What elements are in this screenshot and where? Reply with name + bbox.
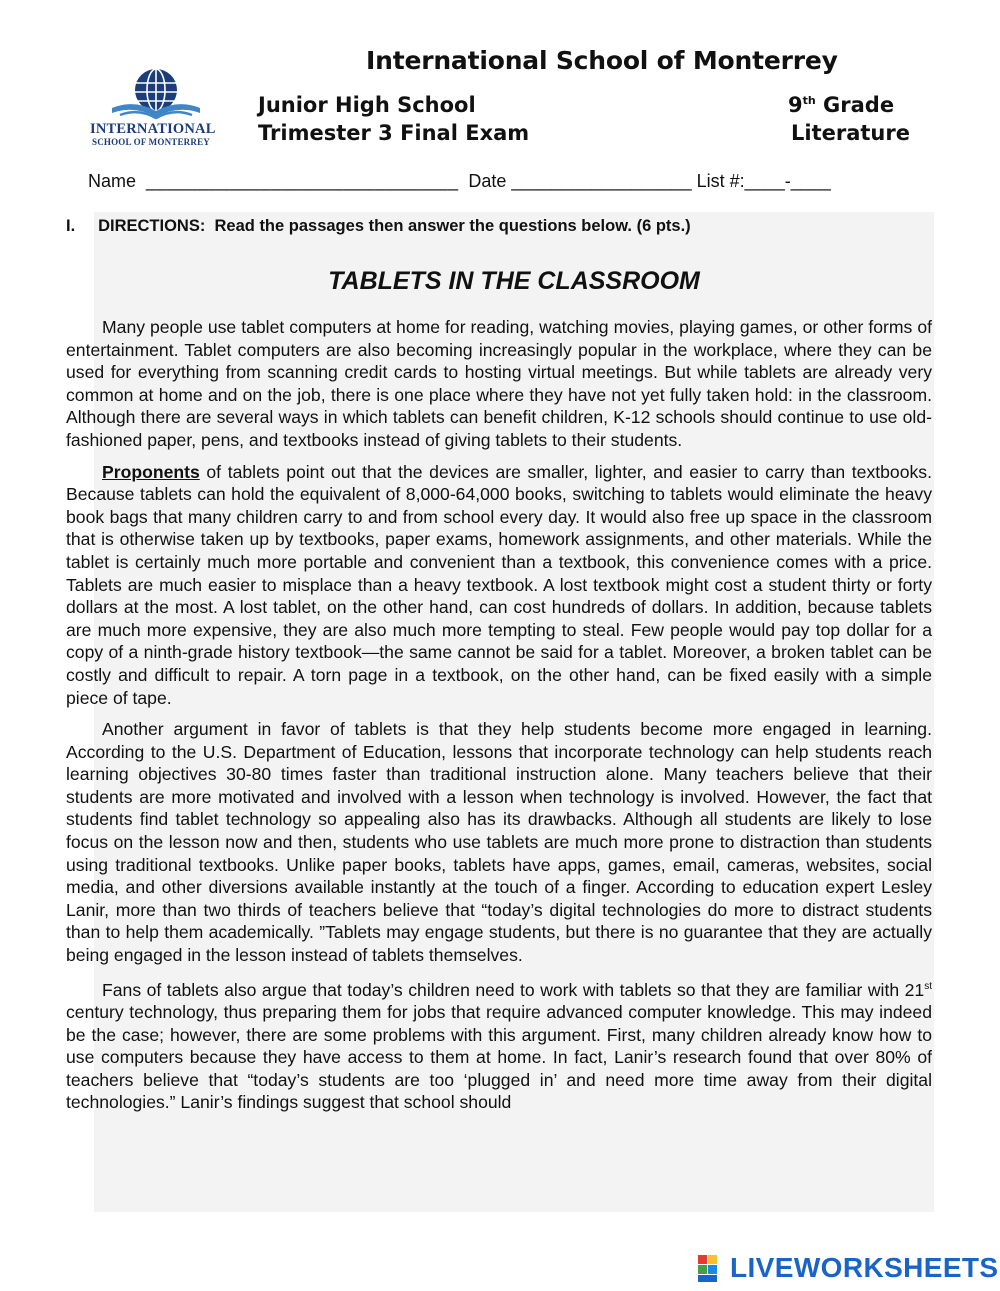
paragraph-3: Another argument in favor of tablets is that they help students become more engaged in learning. According to the U.S. Department of Education, lessons that incorporate technology can help students reach learning objectives 30-80 times faster than traditional instruction alone. Many teachers believe that their students are more motivated and involved with a lesson when technology is involved. However, the fact that students find tablet technology so appealing also has its drawbacks. Although all students are likely to lose focus on the lesson now and then, students who use tablets are much more prone to distraction than students using traditional textbooks. Unlike paper books, tablets have apps, games, email, cameras, websites, social media, and other diversions available instantly at the touch of a finger. According to education expert Lesley Lanir, more than two thirds of teachers believe that “today’s digital technologies do more to distract students than to help them academically. ”Tablets may engage students, but there is no guarantee that they are actually being engaged in the lesson instead of tablets themselves. — [66, 719, 932, 966]
name-field[interactable]: ______________________________ — [146, 171, 459, 191]
grade — [788, 93, 894, 117]
liveworksheets-brand: LIVEWORKSHEETS — [730, 1252, 999, 1283]
logo-text-school: SCHOOL OF MONTERREY — [92, 137, 210, 147]
school-level: Junior High School — [258, 93, 476, 117]
list-number-field[interactable]: List #:____-____ — [696, 171, 831, 191]
paragraph-2 — [66, 461, 932, 710]
name-label: Name — [88, 171, 137, 191]
paragraph-4-start: Fans of tablets also argue that today’s children need to work with tablets so that they are familiar with 21 — [102, 979, 925, 1000]
date-label: Date — [468, 171, 507, 191]
directions: I. DIRECTIONS: Read the passages then answer the questions below. (6 pts.) — [66, 217, 691, 235]
exam-name: Trimester 3 Final Exam — [258, 121, 530, 145]
student-info-line — [88, 171, 831, 192]
paragraph-4-sup: st — [924, 980, 932, 992]
vocabulary-word-proponents: Proponents — [102, 461, 200, 482]
paragraph-2-text: of tablets point out that the devices are smaller, lighter, and easier to carry than textbooks. Because tablets can hold the equivalent of 8,000-64,000 books, switching to tablets would eliminate the heavy book bags that many children carry to and from school every day. It would also free up space in the classroom that is otherwise taken up by textbooks, paper exams, homework assignments, and other materials. While the tablet is certainly much more portable and convenient than a textbook, this convenience comes with a price. Tablets are much easier to misplace than a heavy textbook. A lost textbook might cost a student thirty or forty dollars at the most. A lost tablet, on the other hand, can cost hundreds of dollars. In addition, because tablets are much more expensive, they are also much more tempting to steal. Few people would pay top dollar for a copy of a ninth-grade history textbook—the same cannot be said for a tablet. Moreover, a broken tablet can be costly and difficult to repair. A torn page in a textbook, on the other hand, can be fixed easily with a simple piece of tape. — [66, 461, 932, 708]
paragraph-1: Many people use tablet computers at home for reading, watching movies, playing games, or other forms of entertainment. Tablet computers are also becoming increasingly popular in the workplace, where they can be used for everything from scanning credit cards to hosting virtual meetings. But while tablets are already very common at home and on the job, there is one place where they have not yet fully taken hold: in the classroom. Although there are several ways in which tablets can benefit children, K-12 schools should continue to use old-fashioned paper, pens, and textbooks instead of giving tablets to their students. — [66, 317, 932, 450]
grade-number: 9 — [788, 93, 803, 117]
paragraph-4 — [66, 976, 932, 1114]
paragraph-4-text: century technology, thus preparing them for jobs that require advanced computer knowledge. This may indeed be the case; however, there are some problems with this argument. First, many children already know how to use computers because they have access to them at home. In fact, Lanir’s research found that over 80% of teachers believe that “today’s students are too ‘plugged in’ and need more time away from their digital technologies.” Lanir’s findings suggest that school should — [66, 1002, 932, 1113]
logo-text-international: INTERNATIONAL — [90, 121, 216, 137]
date-field[interactable]: __________________ — [511, 171, 692, 191]
grade-suffix: th — [802, 94, 816, 107]
grade-word: Grade — [815, 93, 895, 117]
liveworksheets-logo-icon — [698, 1255, 730, 1283]
subject: Literature — [791, 121, 910, 145]
passage-body — [66, 316, 932, 1123]
passage-title: TABLETS IN THE CLASSROOM — [328, 267, 700, 295]
school-name: International School of Monterrey — [366, 46, 838, 75]
